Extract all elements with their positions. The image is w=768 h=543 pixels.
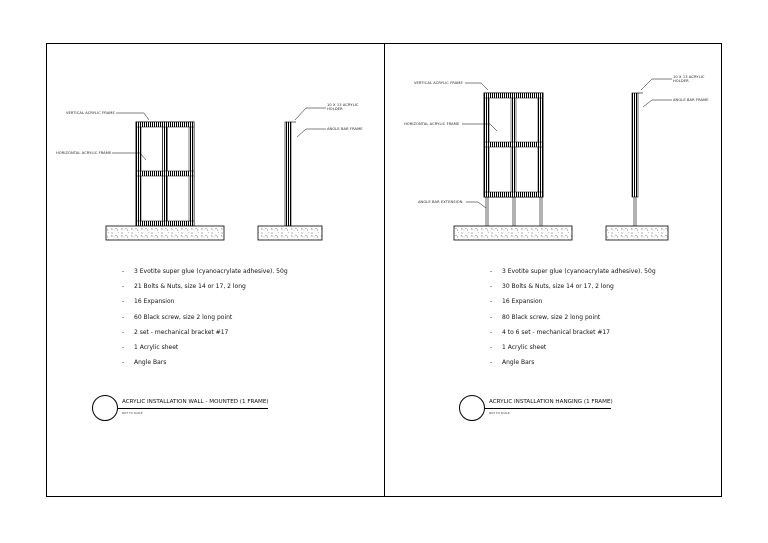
list-item: - Angle Bars (122, 359, 167, 367)
left-side-elevation (285, 122, 296, 226)
left-drawing-title: ACRYLIC INSTALLATION WALL - MOUNTED (1 FRAME) (122, 399, 269, 405)
list-item: - 16 Expansion (490, 298, 543, 306)
left-front-base-slab (106, 226, 224, 240)
left-materials-list (122, 267, 288, 373)
label-angle-bar-frame: ANGLE BAR FRAME (673, 98, 709, 102)
right-front-elevation (484, 93, 543, 226)
label-horizontal-acrylic-frame: HORIZONTAL ACRYLIC FRAME (404, 122, 460, 126)
left-title-bubble (92, 395, 118, 421)
list-item: - 21 Bolts & Nuts, size 14 or 17, 2 long (122, 283, 246, 291)
left-front-elevation (136, 122, 194, 226)
right-drawing-title: ACRYLIC INSTALLATION HANGING (1 FRAME) (489, 399, 613, 405)
list-item: - 80 Black screw, size 2 long point (490, 313, 601, 321)
list-item: - 4 to 6 set - mechanical bracket #17 (490, 328, 610, 336)
left-title-underline (118, 408, 268, 409)
right-scale-note: NOT TO SCALE (489, 411, 510, 415)
left-side-base-slab (258, 226, 322, 240)
list-item: - 30 Bolts & Nuts, size 14 or 17, 2 long (490, 283, 614, 291)
right-side-base-slab (606, 226, 668, 240)
list-item: - 1 Acrylic sheet (490, 343, 547, 351)
list-item: - 60 Black screw, size 2 long point (122, 313, 233, 321)
label-acrylic-holder: 10 X 13 ACRYLIC HOLDER (327, 103, 359, 112)
right-side-elevation (632, 93, 643, 226)
right-side-leaders (641, 79, 672, 107)
label-vertical-acrylic-frame: VERTICAL ACRYLIC FRAME (66, 111, 115, 115)
right-title-bubble (459, 395, 485, 421)
left-scale-note: NOT TO SCALE (122, 411, 143, 415)
left-side-leaders (295, 108, 326, 137)
label-horizontal-acrylic-frame: HORIZONTAL ACRYLIC FRAME (56, 151, 112, 155)
list-item: - Angle Bars (490, 359, 535, 367)
label-angle-bar-extension: ANGLE BAR EXTENSION (418, 200, 463, 204)
label-acrylic-holder: 10 X 13 ACRYLIC HOLDER (673, 75, 705, 84)
right-title-underline (485, 408, 611, 409)
list-item: - 3 Evotite super glue (cyanoacrylate adhesive). 50g (490, 268, 656, 275)
left-front-leaders (112, 113, 149, 160)
list-item: - 2 set - mechanical bracket #17 (122, 328, 229, 336)
right-materials-list (490, 267, 656, 373)
label-vertical-acrylic-frame: VERTICAL ACRYLIC FRAME (414, 81, 463, 85)
label-angle-bar-frame: ANGLE BAR FRAME (327, 127, 363, 131)
list-item: - 16 Expansion (122, 298, 175, 306)
right-front-base-slab (454, 226, 572, 240)
list-item: - 3 Evotite super glue (cyanoacrylate adhesive). 50g (122, 268, 288, 275)
list-item: - 1 Acrylic sheet (122, 343, 179, 351)
